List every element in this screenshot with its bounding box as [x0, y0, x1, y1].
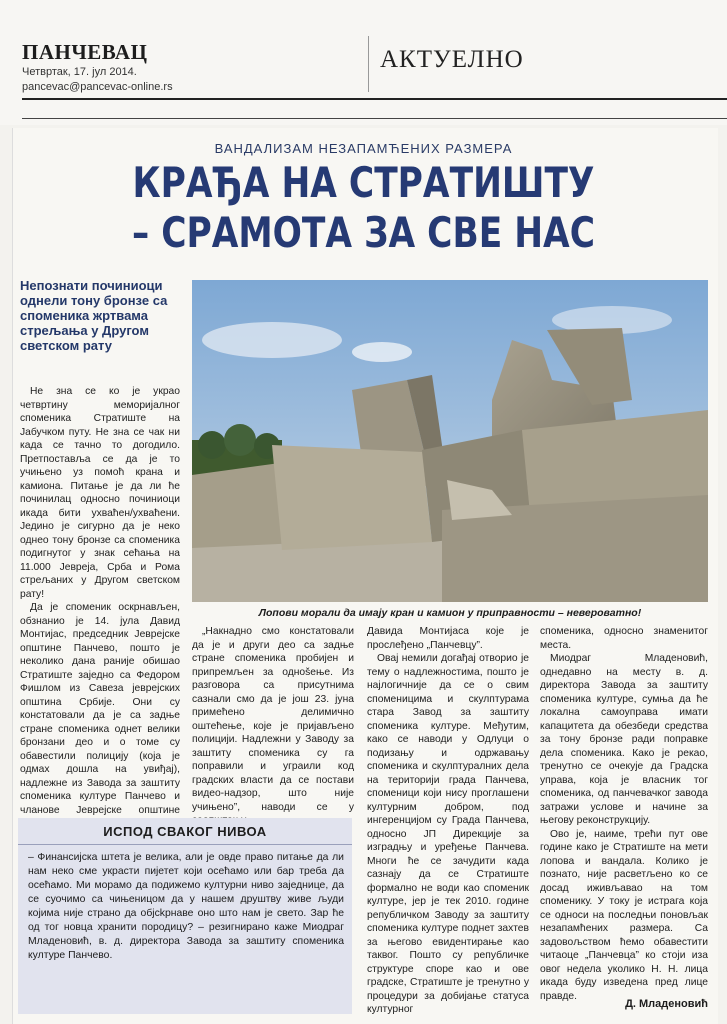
masthead-rule-lower [22, 118, 727, 119]
contact-email: pancevac@pancevac-online.rs [22, 81, 173, 93]
sidebar-rule [18, 844, 352, 845]
sidebar-text: – Финансијска штета је велика, али је овде право питање да ли нам неко сме украсти пијетет који осећамо или бар треба да осећамо. Ми морамо да подижемо културни ниво заједнице, да се суочимо са чињеницом да у нашем друштву живе људи којима није страно да објсkрнаве оно што нам је свето. Зар ће од тог новца хранити породицу? – резигнирано каже Миодраг Младеновић, в. д. директора Завода за заштиту споменика културе Панчево. [28, 852, 344, 961]
author-signature: Д. Младеновић [625, 998, 708, 1010]
body-column-3 [367, 625, 529, 1017]
article-kicker: ВАНДАЛИЗАМ НЕЗАПАМЋЕНИХ РАЗМЕРА [214, 141, 513, 156]
headline-line-2: – СРАМОТА ЗА СВЕ НАС [132, 208, 595, 257]
paragraph: Миодраг Младеновић, однедавно на месту в. д. директора Завода за заштиту споменика културе, сумња да ће локална самоуправа имати капацитета да обезбеди средства за тону бронзе ради поправке дела споменика. Како је рекао, тренутно се очекује да Градска управа, која је власник тог споменика, од панчевачког завода затражи услове и начине за његову реконструкцију. [540, 653, 708, 826]
photo-caption: Лопови морали да имају кран и камион у приправности – невероватно! [258, 607, 642, 619]
paragraph: споменика, односно знаменитог места. [540, 626, 708, 651]
sidebar-box [18, 818, 352, 1014]
paragraph: Ово је, наиме, трећи пут ове године како је Стратиште на мети лопова и вандала. Колико је познато, није расветљено ко се досад иживљавао на том споменику. У току је истрага која се односи на последњи поновљак незапамћених размера. Са задовољством ћемо обавестити читаоце „Панчевца” ко стоји иза овог недела уколико Н. Н. лица икада буду изведена пред лице правде. [540, 828, 708, 1002]
masthead [0, 0, 727, 125]
article-lede: Непознати починиоци однели тону бронзе са споменика жртвама стрељања у Другом светском рату [20, 278, 168, 353]
issue-date: Четвртак, 17. јул 2014. [22, 66, 137, 78]
sidebar-title: ИСПОД СВАКОГ НИВОА [103, 824, 267, 839]
section-label: АКТУЕЛНО [380, 46, 524, 73]
paragraph: „Накнадно смо констатовали да је и други део са задње стране споменика пробијен и припремљен за однošење. Из разговора са присутнима сазнали смо да је још 23. јуна примећено делимично оштећење, које је пријављено полицији. Надлежни у Заводу за заштиту споменика су га поправили и угрaили код градских власти да се постави видео-надзор, што није учињено”, наводи се у [192, 626, 354, 813]
newspaper-name: ПАНЧЕВАЦ [22, 40, 148, 64]
masthead-rule [22, 98, 727, 100]
masthead-divider [368, 36, 369, 92]
paragraph: Да је споменик оскрнављен, обзнанио је 14. јула Давид Монтијас, председник Јеврејске општине Панчево, пошто је неколико дана раније обишао Стратиште заједно са Федором Фишлом из Савеза јеврејских општина Србије. Они су констатовали да је са задње стране споменика однет велики бронзани део и о томе су обавестили полицију (која је одмах дошла на увиђај), надлежне из Завода за заштиту споменика културе Панчево и чланове Јеврејске општине [20, 602, 180, 816]
body-column-1 [20, 385, 180, 831]
monument-photo [192, 280, 708, 602]
body-column-4 [540, 625, 708, 1003]
headline-line-1: КРАЂА НА СТРАТИШТУ [132, 158, 595, 207]
paragraph: Давида Монтијаса које је прослеђено „Панчевцу”. [367, 626, 529, 651]
paragraph: Не зна се ко је украо четвртину меморијалног споменика Стратиште на Јабучком путу. Не зна се чак ни када се тачно то догодило. Претпоставља се да је то учињено уз помоћ крана и камиона. Питање је да ли ће починилац односно починиоци икада бити ухваћен/ухваћени. Једино је сигурно да је неко однео тону бронзе са споменика подигнутог у знак сећања на 11.000 Јевреја, Срба и Рома стрељаних у Другом светском рату! [20, 386, 180, 600]
paragraph: Овај немили догађај отворио је тему о надлежностима, пошто је најлогичније да се о свим споменицима и скулптурама стара Завод за заштиту споменика културе. Међутим, како се наводи у Одлуци о подизању и одржавању споменика и скулптуралних дела на територији града Панчева, споменици који нису проглашени културним добром, под ингеренцијом су Града Панчева, односно ЈП Дирекције за изградњу и уређење Панчева. Многи ће се зачудити када сазнају да се Стратиште формално не води као споменик културе, јер је тек 2010. године републичком Заводу за заштиту споменика културе поднет захтев за његово евидентирање као таквог. Пошто су републичке структуре споре као и ове градске, Стратиште је тренутно у процедури за добијање статуса културног [367, 653, 529, 1015]
body-column-2 [192, 625, 354, 828]
